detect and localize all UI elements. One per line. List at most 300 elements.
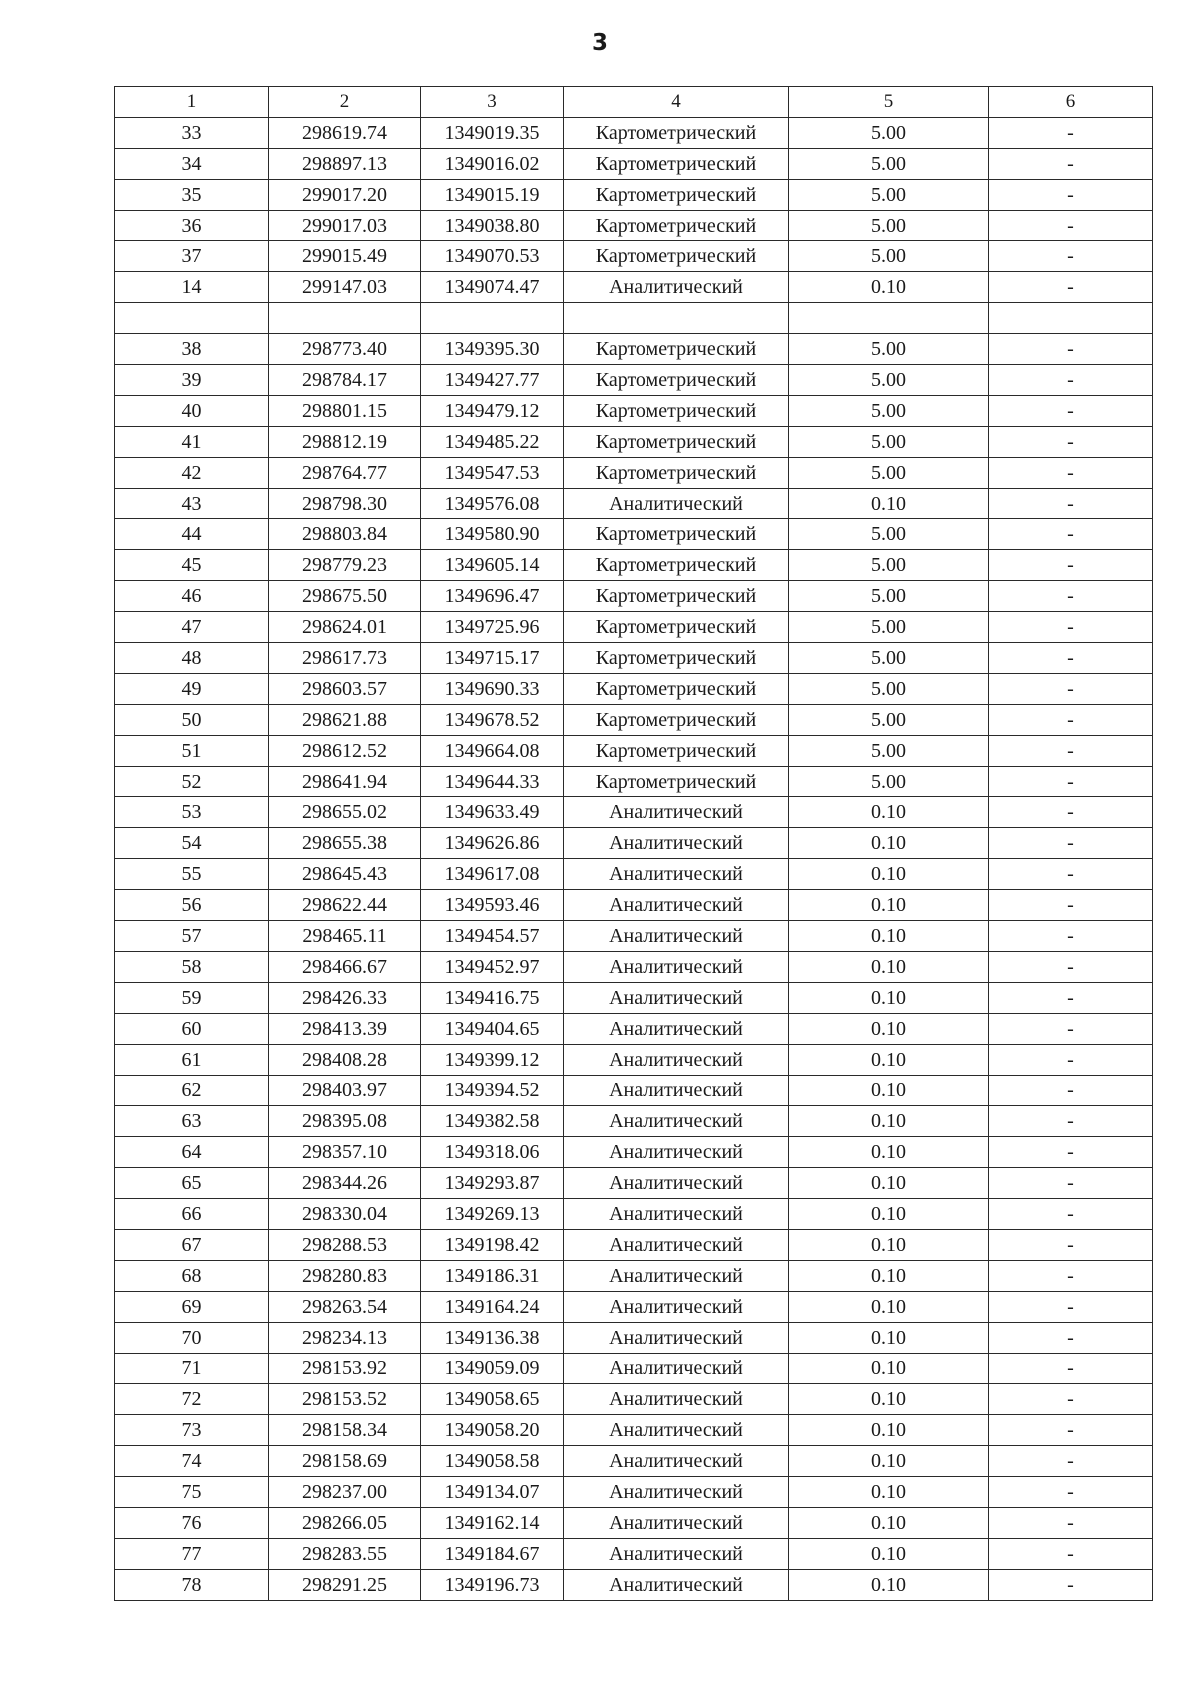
note-cell: - [989,365,1153,396]
x-coordinate-cell: 299015.49 [269,241,421,272]
note-cell: - [989,673,1153,704]
x-coordinate-cell: 298263.54 [269,1291,421,1322]
point-number-cell: 60 [115,1013,269,1044]
point-number-cell: 51 [115,735,269,766]
method-cell: Картометрический [564,117,789,148]
note-cell: - [989,951,1153,982]
accuracy-cell: 0.10 [789,859,989,890]
accuracy-cell: 0.10 [789,1291,989,1322]
method-cell: Картометрический [564,365,789,396]
point-number-cell: 63 [115,1106,269,1137]
note-cell: - [989,1291,1153,1322]
table-row [115,735,1153,766]
table-row [115,1353,1153,1384]
table-row [115,828,1153,859]
point-number-cell: 35 [115,179,269,210]
y-coordinate-cell: 1349427.77 [421,365,564,396]
y-coordinate-cell: 1349690.33 [421,673,564,704]
method-cell: Аналитический [564,1013,789,1044]
table-row [115,179,1153,210]
accuracy-cell: 5.00 [789,395,989,426]
y-coordinate-cell: 1349038.80 [421,210,564,241]
point-number-cell: 49 [115,673,269,704]
accuracy-cell: 5.00 [789,735,989,766]
column-header: 4 [564,87,789,118]
method-cell: Картометрический [564,395,789,426]
y-coordinate-cell: 1349164.24 [421,1291,564,1322]
method-cell: Картометрический [564,210,789,241]
accuracy-cell: 0.10 [789,1106,989,1137]
y-coordinate-cell: 1349404.65 [421,1013,564,1044]
y-coordinate-cell: 1349059.09 [421,1353,564,1384]
coordinates-table [114,86,1153,1601]
method-cell: Аналитический [564,1137,789,1168]
x-coordinate-cell: 298357.10 [269,1137,421,1168]
method-cell: Аналитический [564,1384,789,1415]
method-cell: Картометрический [564,735,789,766]
method-cell: Картометрический [564,179,789,210]
x-coordinate-cell: 298617.73 [269,643,421,674]
table-row [115,1538,1153,1569]
y-coordinate-cell: 1349479.12 [421,395,564,426]
point-number-cell: 74 [115,1446,269,1477]
table-row [115,797,1153,828]
y-coordinate-cell: 1349454.57 [421,921,564,952]
accuracy-cell: 0.10 [789,272,989,303]
table-row [115,1477,1153,1508]
note-cell: - [989,982,1153,1013]
y-coordinate-cell: 1349293.87 [421,1168,564,1199]
y-coordinate-cell: 1349136.38 [421,1322,564,1353]
point-number-cell: 75 [115,1477,269,1508]
method-cell: Картометрический [564,766,789,797]
y-coordinate-cell: 1349058.58 [421,1446,564,1477]
table-row [115,766,1153,797]
y-coordinate-cell: 1349019.35 [421,117,564,148]
point-number-cell: 48 [115,643,269,674]
note-cell: - [989,426,1153,457]
table-body [115,117,1153,1600]
accuracy-cell: 5.00 [789,643,989,674]
method-cell: Аналитический [564,797,789,828]
note-cell: - [989,890,1153,921]
method-cell: Аналитический [564,1353,789,1384]
table-row [115,1044,1153,1075]
point-number-cell: 72 [115,1384,269,1415]
y-coordinate-cell: 1349452.97 [421,951,564,982]
note-cell: - [989,395,1153,426]
x-coordinate-cell: 298784.17 [269,365,421,396]
point-number-cell: 77 [115,1538,269,1569]
point-number-cell: 40 [115,395,269,426]
x-coordinate-cell: 298622.44 [269,890,421,921]
x-coordinate-cell: 298466.67 [269,951,421,982]
point-number-cell: 56 [115,890,269,921]
method-cell: Картометрический [564,550,789,581]
note-cell [989,303,1153,334]
table-header [115,87,1153,118]
table-row [115,303,1153,334]
x-coordinate-cell: 298426.33 [269,982,421,1013]
point-number-cell: 64 [115,1137,269,1168]
y-coordinate-cell: 1349633.49 [421,797,564,828]
point-number-cell: 37 [115,241,269,272]
accuracy-cell: 0.10 [789,1044,989,1075]
column-header: 5 [789,87,989,118]
x-coordinate-cell: 298645.43 [269,859,421,890]
table-row [115,210,1153,241]
method-cell: Картометрический [564,457,789,488]
table-row [115,365,1153,396]
x-coordinate-cell: 298291.25 [269,1569,421,1600]
accuracy-cell: 0.10 [789,1446,989,1477]
method-cell: Картометрический [564,643,789,674]
y-coordinate-cell: 1349605.14 [421,550,564,581]
point-number-cell: 76 [115,1507,269,1538]
table-row [115,1291,1153,1322]
x-coordinate-cell: 298619.74 [269,117,421,148]
accuracy-cell: 0.10 [789,1415,989,1446]
y-coordinate-cell: 1349184.67 [421,1538,564,1569]
accuracy-cell: 5.00 [789,117,989,148]
point-number-cell: 69 [115,1291,269,1322]
method-cell: Картометрический [564,519,789,550]
accuracy-cell: 5.00 [789,426,989,457]
accuracy-cell: 0.10 [789,488,989,519]
accuracy-cell: 0.10 [789,1538,989,1569]
x-coordinate-cell: 298612.52 [269,735,421,766]
accuracy-cell: 5.00 [789,334,989,365]
point-number-cell: 78 [115,1569,269,1600]
x-coordinate-cell: 298237.00 [269,1477,421,1508]
point-number-cell: 45 [115,550,269,581]
note-cell: - [989,797,1153,828]
note-cell: - [989,488,1153,519]
y-coordinate-cell: 1349162.14 [421,1507,564,1538]
accuracy-cell: 0.10 [789,921,989,952]
accuracy-cell: 0.10 [789,1013,989,1044]
y-coordinate-cell: 1349715.17 [421,643,564,674]
accuracy-cell: 5.00 [789,148,989,179]
accuracy-cell: 0.10 [789,951,989,982]
note-cell: - [989,1569,1153,1600]
note-cell: - [989,1260,1153,1291]
x-coordinate-cell: 298621.88 [269,704,421,735]
point-number-cell: 59 [115,982,269,1013]
note-cell: - [989,210,1153,241]
method-cell: Аналитический [564,890,789,921]
x-coordinate-cell [269,303,421,334]
y-coordinate-cell: 1349394.52 [421,1075,564,1106]
y-coordinate-cell: 1349058.65 [421,1384,564,1415]
note-cell: - [989,828,1153,859]
note-cell: - [989,272,1153,303]
note-cell: - [989,643,1153,674]
method-cell [564,303,789,334]
table-row [115,612,1153,643]
accuracy-cell: 5.00 [789,365,989,396]
table-row [115,951,1153,982]
accuracy-cell: 0.10 [789,1569,989,1600]
point-number-cell: 39 [115,365,269,396]
point-number-cell: 68 [115,1260,269,1291]
table-row [115,148,1153,179]
y-coordinate-cell: 1349678.52 [421,704,564,735]
point-number-cell: 41 [115,426,269,457]
accuracy-cell: 0.10 [789,982,989,1013]
note-cell: - [989,1477,1153,1508]
point-number-cell: 53 [115,797,269,828]
accuracy-cell: 5.00 [789,704,989,735]
table-row [115,550,1153,581]
table-row [115,581,1153,612]
x-coordinate-cell: 299017.20 [269,179,421,210]
accuracy-cell: 0.10 [789,1384,989,1415]
y-coordinate-cell: 1349547.53 [421,457,564,488]
point-number-cell: 65 [115,1168,269,1199]
x-coordinate-cell: 298283.55 [269,1538,421,1569]
table-row [115,1569,1153,1600]
y-coordinate-cell: 1349318.06 [421,1137,564,1168]
table-row [115,1229,1153,1260]
table-row [115,426,1153,457]
accuracy-cell: 0.10 [789,828,989,859]
note-cell: - [989,1229,1153,1260]
method-cell: Аналитический [564,921,789,952]
header-row [115,87,1153,118]
point-number-cell: 44 [115,519,269,550]
point-number-cell: 67 [115,1229,269,1260]
method-cell: Картометрический [564,148,789,179]
x-coordinate-cell: 298266.05 [269,1507,421,1538]
method-cell: Картометрический [564,581,789,612]
column-header: 1 [115,87,269,118]
table-row [115,272,1153,303]
x-coordinate-cell: 299147.03 [269,272,421,303]
point-number-cell: 34 [115,148,269,179]
y-coordinate-cell: 1349269.13 [421,1199,564,1230]
table-row [115,117,1153,148]
x-coordinate-cell: 298603.57 [269,673,421,704]
point-number-cell: 58 [115,951,269,982]
x-coordinate-cell: 298288.53 [269,1229,421,1260]
note-cell: - [989,859,1153,890]
point-number-cell: 43 [115,488,269,519]
method-cell: Аналитический [564,1507,789,1538]
method-cell: Аналитический [564,1538,789,1569]
accuracy-cell: 5.00 [789,673,989,704]
x-coordinate-cell: 298395.08 [269,1106,421,1137]
method-cell: Картометрический [564,612,789,643]
table-row [115,1013,1153,1044]
method-cell: Аналитический [564,1229,789,1260]
column-header: 3 [421,87,564,118]
point-number-cell: 14 [115,272,269,303]
method-cell: Картометрический [564,673,789,704]
table-row [115,241,1153,272]
accuracy-cell: 0.10 [789,1477,989,1508]
method-cell: Аналитический [564,1075,789,1106]
table-row [115,1260,1153,1291]
x-coordinate-cell: 298624.01 [269,612,421,643]
note-cell: - [989,1384,1153,1415]
x-coordinate-cell: 298158.34 [269,1415,421,1446]
table-row [115,1415,1153,1446]
point-number-cell [115,303,269,334]
y-coordinate-cell: 1349626.86 [421,828,564,859]
accuracy-cell: 5.00 [789,766,989,797]
y-coordinate-cell: 1349070.53 [421,241,564,272]
x-coordinate-cell: 298403.97 [269,1075,421,1106]
note-cell: - [989,766,1153,797]
note-cell: - [989,1106,1153,1137]
y-coordinate-cell: 1349664.08 [421,735,564,766]
point-number-cell: 61 [115,1044,269,1075]
table-row [115,704,1153,735]
accuracy-cell: 5.00 [789,241,989,272]
y-coordinate-cell: 1349696.47 [421,581,564,612]
x-coordinate-cell: 298153.52 [269,1384,421,1415]
accuracy-cell: 5.00 [789,457,989,488]
table-row [115,1075,1153,1106]
point-number-cell: 50 [115,704,269,735]
page-number: 3 [591,30,608,56]
y-coordinate-cell: 1349186.31 [421,1260,564,1291]
table-row [115,1137,1153,1168]
method-cell: Аналитический [564,1106,789,1137]
y-coordinate-cell: 1349058.20 [421,1415,564,1446]
method-cell: Аналитический [564,1446,789,1477]
accuracy-cell: 0.10 [789,1137,989,1168]
table-row [115,1168,1153,1199]
note-cell: - [989,1075,1153,1106]
table-row [115,859,1153,890]
method-cell: Аналитический [564,951,789,982]
x-coordinate-cell: 298280.83 [269,1260,421,1291]
method-cell: Картометрический [564,241,789,272]
y-coordinate-cell: 1349016.02 [421,148,564,179]
y-coordinate-cell [421,303,564,334]
accuracy-cell: 0.10 [789,1168,989,1199]
column-header: 6 [989,87,1153,118]
x-coordinate-cell: 298764.77 [269,457,421,488]
point-number-cell: 62 [115,1075,269,1106]
y-coordinate-cell: 1349395.30 [421,334,564,365]
table-row [115,982,1153,1013]
point-number-cell: 47 [115,612,269,643]
point-number-cell: 71 [115,1353,269,1384]
point-number-cell: 38 [115,334,269,365]
accuracy-cell: 0.10 [789,1199,989,1230]
accuracy-cell: 0.10 [789,1353,989,1384]
method-cell: Аналитический [564,828,789,859]
method-cell: Картометрический [564,334,789,365]
note-cell: - [989,1013,1153,1044]
note-cell: - [989,117,1153,148]
table-row [115,1384,1153,1415]
x-coordinate-cell: 298344.26 [269,1168,421,1199]
y-coordinate-cell: 1349725.96 [421,612,564,643]
note-cell: - [989,334,1153,365]
note-cell: - [989,921,1153,952]
method-cell: Аналитический [564,982,789,1013]
point-number-cell: 54 [115,828,269,859]
note-cell: - [989,581,1153,612]
note-cell: - [989,1353,1153,1384]
accuracy-cell: 5.00 [789,519,989,550]
point-number-cell: 55 [115,859,269,890]
point-number-cell: 70 [115,1322,269,1353]
accuracy-cell: 5.00 [789,550,989,581]
note-cell: - [989,519,1153,550]
accuracy-cell: 5.00 [789,179,989,210]
y-coordinate-cell: 1349015.19 [421,179,564,210]
accuracy-cell: 0.10 [789,1075,989,1106]
x-coordinate-cell: 298812.19 [269,426,421,457]
accuracy-cell: 0.10 [789,797,989,828]
accuracy-cell: 5.00 [789,581,989,612]
x-coordinate-cell: 298801.15 [269,395,421,426]
note-cell: - [989,612,1153,643]
method-cell: Картометрический [564,426,789,457]
x-coordinate-cell: 298803.84 [269,519,421,550]
x-coordinate-cell: 298655.38 [269,828,421,859]
point-number-cell: 46 [115,581,269,612]
note-cell: - [989,241,1153,272]
method-cell: Аналитический [564,1260,789,1291]
note-cell: - [989,1322,1153,1353]
table-row [115,334,1153,365]
table-row [115,890,1153,921]
point-number-cell: 42 [115,457,269,488]
y-coordinate-cell: 1349416.75 [421,982,564,1013]
x-coordinate-cell: 298675.50 [269,581,421,612]
method-cell: Аналитический [564,1168,789,1199]
accuracy-cell: 0.10 [789,1322,989,1353]
x-coordinate-cell: 298413.39 [269,1013,421,1044]
x-coordinate-cell: 298153.92 [269,1353,421,1384]
y-coordinate-cell: 1349196.73 [421,1569,564,1600]
table-row [115,1106,1153,1137]
y-coordinate-cell: 1349617.08 [421,859,564,890]
y-coordinate-cell: 1349134.07 [421,1477,564,1508]
table-row [115,1322,1153,1353]
accuracy-cell [789,303,989,334]
x-coordinate-cell: 298779.23 [269,550,421,581]
point-number-cell: 33 [115,117,269,148]
note-cell: - [989,1137,1153,1168]
method-cell: Аналитический [564,272,789,303]
note-cell: - [989,1199,1153,1230]
table-row [115,643,1153,674]
accuracy-cell: 5.00 [789,210,989,241]
y-coordinate-cell: 1349399.12 [421,1044,564,1075]
point-number-cell: 52 [115,766,269,797]
method-cell: Аналитический [564,1322,789,1353]
note-cell: - [989,457,1153,488]
y-coordinate-cell: 1349074.47 [421,272,564,303]
table-row [115,673,1153,704]
table-row [115,1507,1153,1538]
note-cell: - [989,1507,1153,1538]
accuracy-cell: 0.10 [789,1260,989,1291]
x-coordinate-cell: 298330.04 [269,1199,421,1230]
accuracy-cell: 0.10 [789,1507,989,1538]
x-coordinate-cell: 298897.13 [269,148,421,179]
y-coordinate-cell: 1349382.58 [421,1106,564,1137]
point-number-cell: 66 [115,1199,269,1230]
accuracy-cell: 5.00 [789,612,989,643]
